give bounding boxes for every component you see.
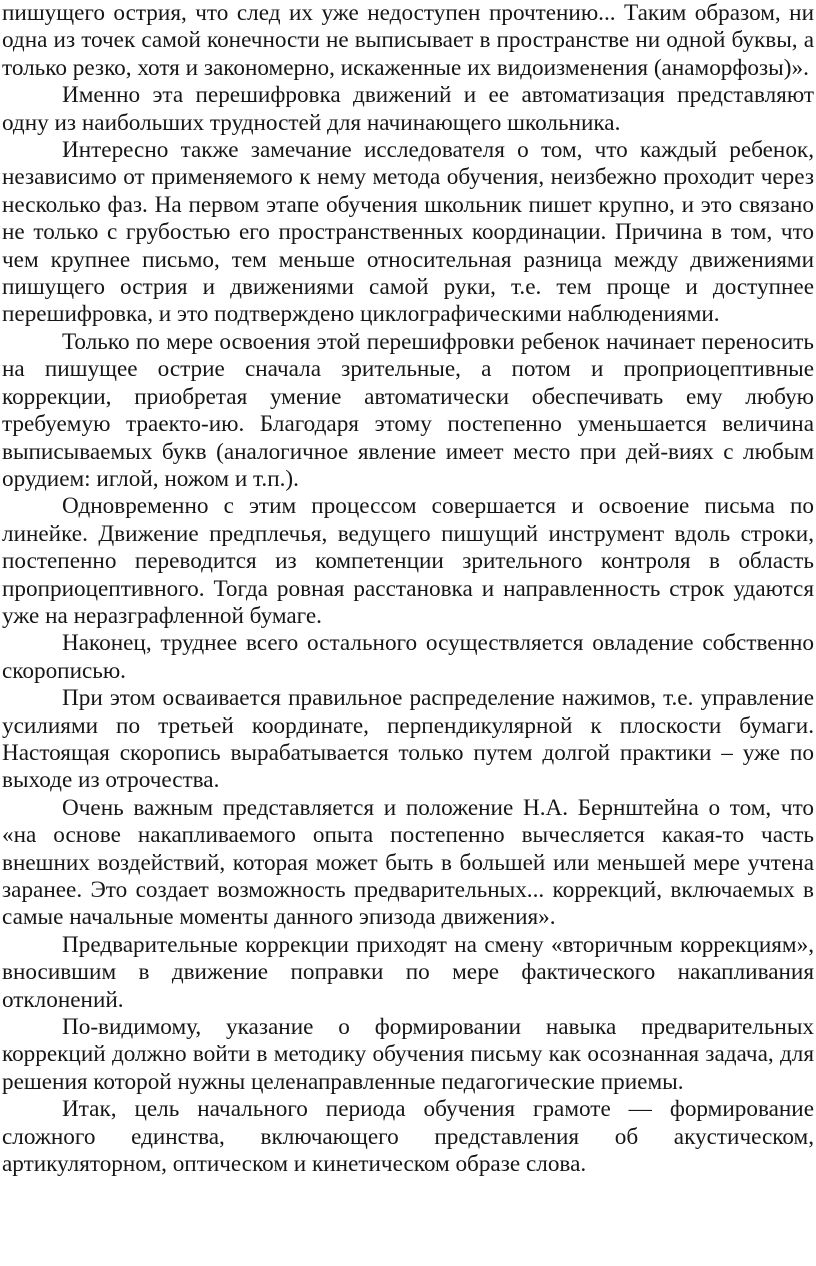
paragraph: Только по мере освоения этой перешифровки ребенок начинает переносить на пишущее острие сначала зрительные, а потом и проприоцептивные коррекции, приобретая умение автоматически обеспечивать ему любую требуемую траекто-ию. Благодаря этому постепенно уменьшается величина выписываемых букв (аналогичное явление имеет место при дей-виях с любым орудием: иглой, ножом и т.п.). — [2, 328, 814, 492]
paragraph: Итак, цель начального периода обучения грамоте — формирование сложного единства, включающего представления об акустическом, артикуляторном, оптическом и кинетическом образе слова. — [2, 1096, 814, 1178]
paragraph: Именно эта перешифровка движений и ее автоматизация представляют одну из наибольших трудностей для начинающего школьника. — [2, 82, 814, 136]
paragraph: При этом осваивается правильное распределение нажимов, т.е. управление усилиями по третьей координате, перпендикулярной к плоскости бумаги. Настоящая скоропись вырабатывается только путем долгой практики – уже по выходе из отрочества. — [2, 685, 814, 794]
paragraph: По-видимому, указание о формировании навыка предварительных коррекций должно войти в методику обучения письму как осознанная задача, для решения которой нужны целенаправленные педагогические приемы. — [2, 1014, 814, 1095]
paragraph: пишущего острия, что след их уже недоступен прочтению... Таким образом, ни одна из точек самой конечности не выписывает в пространстве ни одной буквы, а только резко, хотя и закономерно, искаженные их видоизменения (анаморфозы)». — [2, 0, 814, 81]
paragraph: Интересно также замечание исследователя о том, что каждый ребенок, независимо от применяемого к нему метода обучения, неизбежно проходит через несколько фаз. На первом этапе обучения школьник пишет крупно, и это связано не только с грубостью его пространственных координации. Причина в том, что чем крупнее письмо, тем меньше относительная разница между движениями пишущего острия и движениями самой руки, т.е. тем проще и доступнее перешифровка, и это подтверждено циклографическими наблюдениями. — [2, 137, 814, 328]
paragraph: Предварительные коррекции приходят на смену «вторичным коррекциям», вносившим в движение поправки по мере фактического накапливания отклонений. — [2, 931, 814, 1013]
paragraph: Наконец, труднее всего остального осуществляется овладение собственно скорописью. — [2, 630, 814, 684]
paragraph: Одновременно с этим процессом совершается и освоение письма по линейке. Движение предплечья, ведущего пишущий инструмент вдоль строки, постепенно переводится из компетенции зрительного контроля в область проприоцептивного. Тогда ровная расстановка и направленность строк удаются уже на неразграфленной бумаге. — [2, 493, 814, 629]
paragraph: Очень важным представляется и положение Н.А. Бернштейна о том, что «на основе накапливаемого опыта постепенно вычесляется какая-то часть внешних воздействий, которая может быть в большей или меньшей мере учтена заранее. Это создает возможность предварительных... коррекций, включаемых в самые начальные моменты данного эпизода движения». — [2, 794, 814, 931]
